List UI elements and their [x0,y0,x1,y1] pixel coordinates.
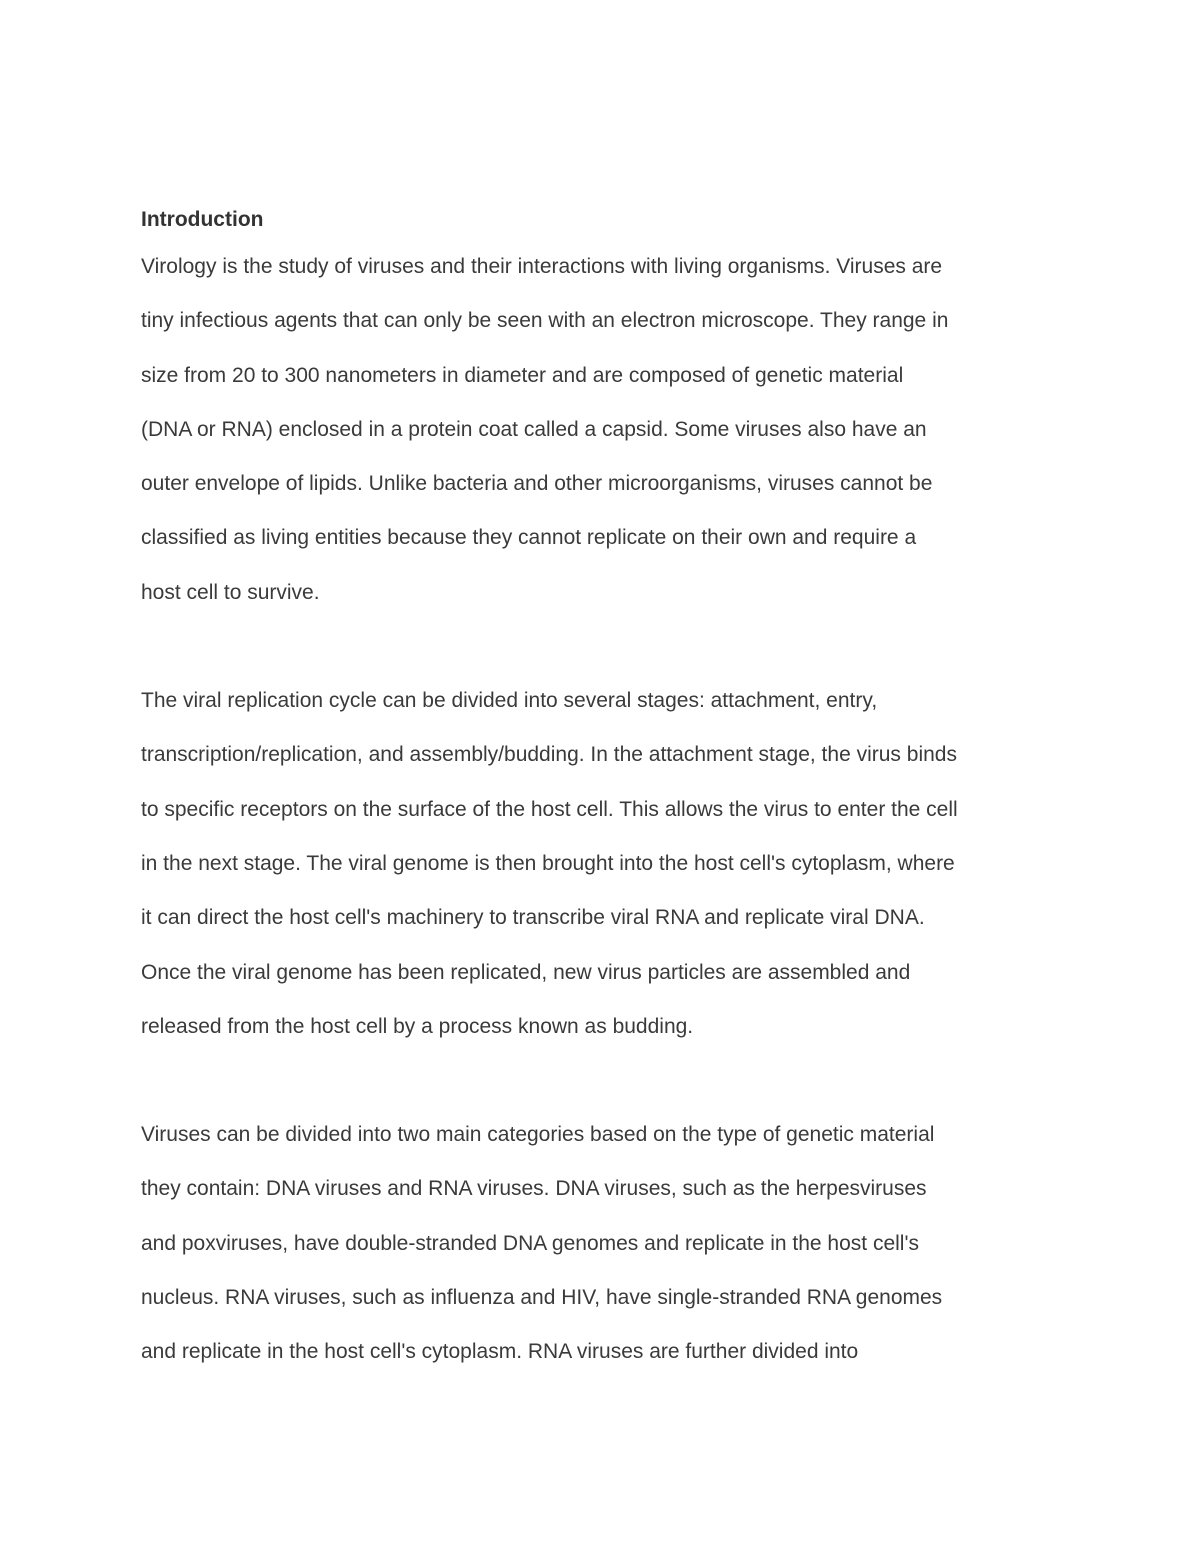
text-line: Virology is the study of viruses and their interactions with living organisms. Viruses are [141,255,943,278]
text-line: nucleus. RNA viruses, such as influenza and HIV, have single-stranded RNA genomes [141,1286,943,1310]
text-line: to specific receptors on the surface of the host cell. This allows the virus to enter the cell [141,797,958,821]
text-line: they contain: DNA viruses and RNA viruses. DNA viruses, such as the herpesviruses [141,1177,927,1201]
text-line: released from the host cell by a process known as budding. [141,1014,694,1038]
text-line: (DNA or RNA) enclosed in a protein coat called a capsid. Some viruses also have an [141,417,927,441]
text-line: outer envelope of lipids. Unlike bacteria and other microorganisms, viruses cannot be [141,472,933,496]
text-line: The viral replication cycle can be divided into several stages: attachment, entry, [141,689,878,713]
text-line: tiny infectious agents that can only be seen with an electron microscope. They range in [141,309,949,333]
paragraph-spacer [141,620,1071,674]
section-heading: Introduction [141,208,264,231]
paragraph-virus-categories [141,1108,1071,1379]
text-line: and poxviruses, have double-stranded DNA genomes and replicate in the host cell's [141,1231,919,1255]
paragraph-intro [141,240,1071,620]
text-line: and replicate in the host cell's cytoplasm. RNA viruses are further divided into [141,1340,859,1364]
text-line: in the next stage. The viral genome is then brought into the host cell's cytoplasm, where [141,851,955,875]
paragraph-spacer [141,1054,1071,1108]
text-line: classified as living entities because they cannot replicate on their own and require a [141,526,917,550]
document-body [141,200,1071,1380]
text-line: transcription/replication, and assembly/budding. In the attachment stage, the virus binds [141,743,957,767]
text-line: size from 20 to 300 nanometers in diameter and are composed of genetic material [141,363,904,387]
text-line: it can direct the host cell's machinery to transcribe viral RNA and replicate viral DNA. [141,906,925,930]
text-line: Viruses can be divided into two main categories based on the type of genetic material [141,1123,935,1147]
text-line: Once the viral genome has been replicated, new virus particles are assembled and [141,960,911,984]
paragraph-replication-cycle [141,674,1071,1054]
text-line: host cell to survive. [141,580,320,604]
